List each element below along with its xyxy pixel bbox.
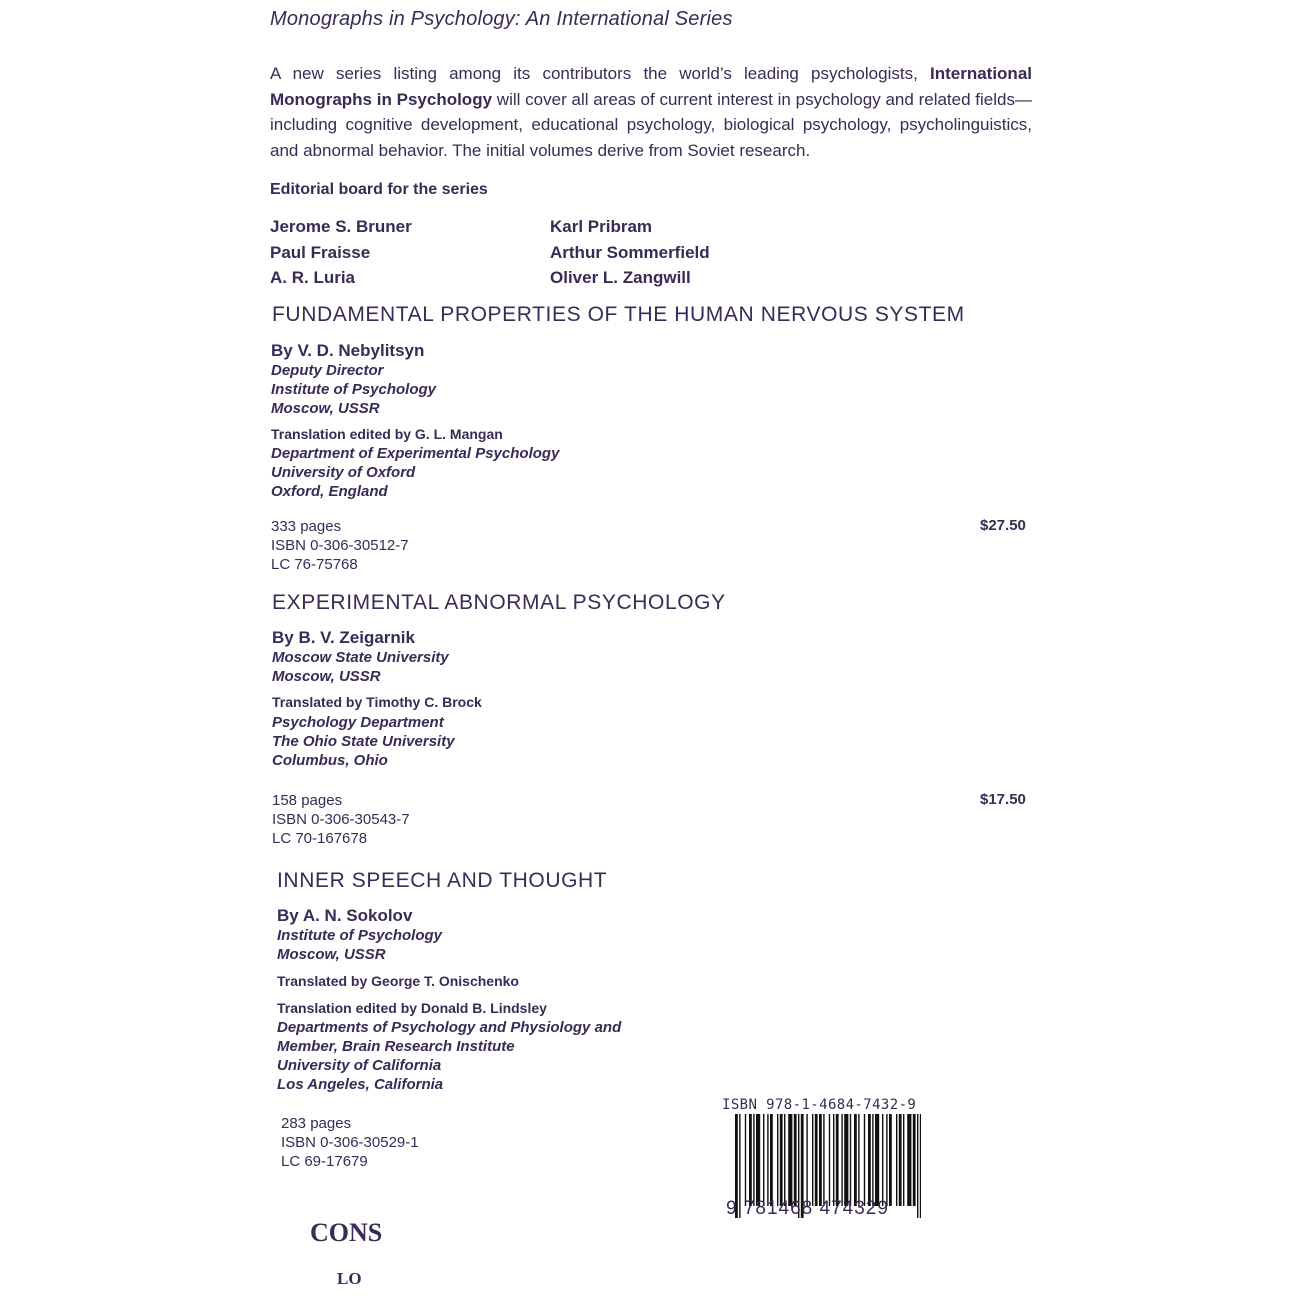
board-member: Jerome S. Bruner [270, 217, 412, 236]
barcode-block [722, 1097, 950, 1113]
book-details: 158 pages ISBN 0-306-30543-7 LC 70-167678 [272, 792, 410, 847]
series-title: Monographs in Psychology: An International Series [270, 8, 733, 30]
series-description: A new series listing among its contributors the world’s leading psychologists, International Monographs in Psychology will cover all areas of current interest in psychology and related fields—including cognitive development, educational psychology, biological psychology, psycholinguistics, and abnormal behavior. The initial volumes derive from Soviet research. [270, 64, 1032, 160]
author-affiliation: Moscow State University Moscow, USSR [272, 649, 449, 685]
barcode-digits: 9 781468 474329 [726, 1198, 889, 1219]
board-member: Karl Pribram [550, 217, 653, 236]
book-title: INNER SPEECH AND THOUGHT [277, 869, 608, 892]
book-author: By B. V. Zeigarnik [272, 628, 415, 647]
board-member: Paul Fraisse [270, 242, 371, 262]
editor-affiliation: Departments of Psychology and Physiology and Member, Brain Research Institute University of California Los Angeles, California [277, 1019, 622, 1093]
book-author: By V. D. Nebylitsyn [271, 341, 425, 360]
series-name: International Monographs in Psychology [270, 64, 1032, 109]
board-member: Oliver L. Zangwill [550, 268, 691, 287]
author-affiliation: Institute of Psychology Moscow, USSR [277, 927, 443, 963]
translator-affiliation: Psychology Department The Ohio State University Columbus, Ohio [272, 714, 455, 769]
book-author: By A. N. Sokolov [277, 906, 413, 925]
book-price: $27.50 [980, 517, 1026, 534]
book-translator: Translation edited by G. L. Mangan [271, 426, 503, 442]
book-title: EXPERIMENTAL ABNORMAL PSYCHOLOGY [272, 591, 726, 614]
book-editor: Translation edited by Donald B. Lindsley [277, 1000, 547, 1016]
book-title: FUNDAMENTAL PROPERTIES OF THE HUMAN NERVOUS SYSTEM [272, 303, 965, 326]
board-member: Arthur Sommerfield [550, 242, 710, 262]
translator-affiliation: Department of Experimental Psychology University of Oxford Oxford, England [271, 445, 560, 500]
lo-text: LO [337, 1269, 362, 1288]
book-translator: Translated by George T. Onischenko [277, 973, 519, 989]
board-member: A. R. Luria [270, 268, 356, 287]
book-translator: Translated by Timothy C. Brock [272, 694, 482, 710]
book-price: $17.50 [980, 791, 1026, 808]
cons-text: CONS [310, 1218, 383, 1247]
editorial-board-heading: Editorial board for the series [270, 181, 488, 198]
barcode-isbn: ISBN 978-1-4684-7432-9 [722, 1097, 917, 1113]
book-details: 333 pages ISBN 0-306-30512-7 LC 76-75768 [271, 518, 409, 573]
book-details: 283 pages ISBN 0-306-30529-1 LC 69-17679 [281, 1115, 419, 1170]
author-affiliation: Deputy Director Institute of Psychology Moscow, USSR [271, 362, 437, 417]
